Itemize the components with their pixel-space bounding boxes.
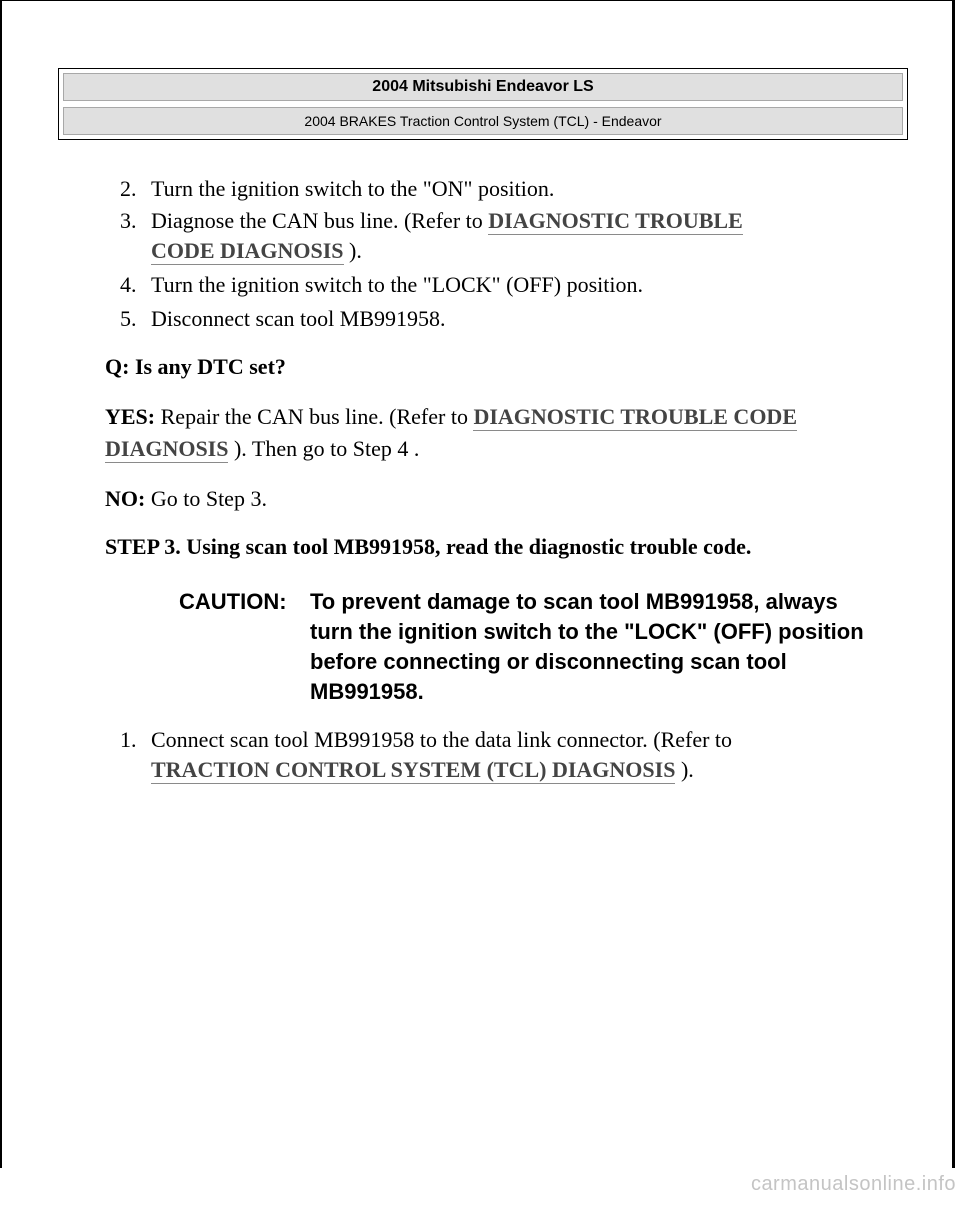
yes-answer	[105, 404, 797, 430]
diagnostic-trouble-code-link[interactable]: CODE DIAGNOSIS	[151, 238, 344, 263]
caution-text: To prevent damage to scan tool MB991958, always turn the ignition switch to the "LOCK" (OFF) position before connecting or disconnecting scan tool MB991958.	[310, 589, 864, 704]
diagnostic-trouble-code-link[interactable]: DIAGNOSIS	[105, 436, 229, 461]
step-number: 4.	[120, 272, 137, 297]
no-answer	[105, 486, 267, 512]
step-text-part: Diagnose the CAN bus line. (Refer to	[151, 208, 489, 233]
caution-label: CAUTION:	[179, 589, 287, 614]
no-label: NO:	[105, 486, 146, 511]
yes-answer-continued	[105, 436, 419, 462]
yes-text: Repair the CAN bus line. (Refer to	[155, 404, 474, 429]
yes-text: ). Then go to Step 4 .	[228, 436, 420, 461]
tcl-diagnosis-link[interactable]: TRACTION CONTROL SYSTEM (TCL) DIAGNOSIS	[151, 757, 676, 782]
diagnostic-trouble-code-link[interactable]: DIAGNOSTIC TROUBLE	[488, 208, 743, 233]
step-text-part: ).	[675, 757, 694, 782]
question: Q: Is any DTC set?	[105, 354, 286, 379]
step-text-part: ).	[343, 238, 362, 263]
step-text-continued	[151, 757, 694, 783]
vehicle-title: 2004 Mitsubishi Endeavor LS	[63, 73, 903, 101]
yes-label: YES:	[105, 404, 156, 429]
watermark: carmanualsonline.info	[750, 1173, 956, 1195]
step-text	[151, 208, 743, 234]
step-text: Turn the ignition switch to the "ON" position.	[151, 176, 555, 201]
step-number: 1.	[120, 727, 137, 752]
diagnostic-trouble-code-link[interactable]: DIAGNOSTIC TROUBLE CODE	[473, 404, 797, 429]
section-title: 2004 BRAKES Traction Control System (TCL) - Endeavor	[63, 107, 903, 135]
step-number: 2.	[120, 176, 137, 201]
step-number: 5.	[120, 306, 137, 331]
no-text: Go to Step 3.	[145, 486, 267, 511]
step-number: 3.	[120, 208, 137, 233]
step-text: Disconnect scan tool MB991958.	[151, 306, 446, 331]
step-text-continued	[151, 238, 362, 264]
document-header	[58, 68, 908, 140]
step-text: Connect scan tool MB991958 to the data link connector. (Refer to	[151, 727, 733, 752]
step-heading: STEP 3. Using scan tool MB991958, read the diagnostic trouble code.	[105, 534, 752, 559]
step-text: Turn the ignition switch to the "LOCK" (OFF) position.	[151, 272, 644, 297]
